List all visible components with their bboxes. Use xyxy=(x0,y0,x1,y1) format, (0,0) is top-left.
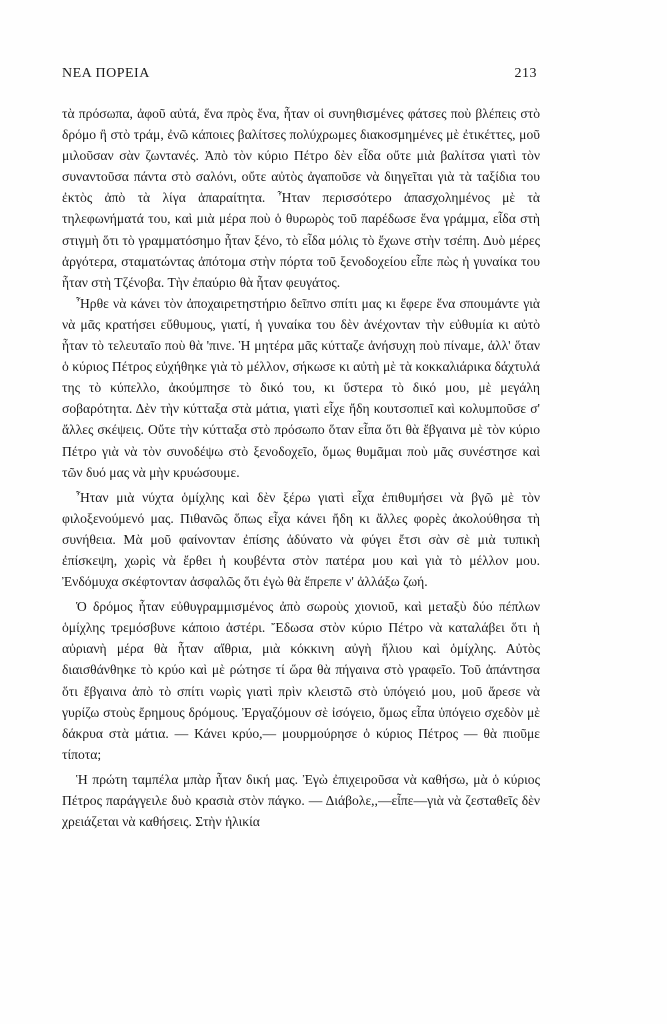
paragraph-4: Ὁ δρόμος ἦταν εὐθυγραμμισμένος ἀπὸ σωροὺς χιονιοῦ, καὶ μεταξὺ δύο πέπλων ὁμίχλης τρεμόσβυνε κάποιο ἀστέρι. Ἔδωσα στὸν κύριο Πέτρο νὰ καταλάβει ὅτι ἡ αὐριανὴ μέρα θὰ ἦταν αἴθρια, μιὰ κόκκινη αὐγὴ ἥλιου καὶ ὁμίχλης. Αὐτὸς διαισθάνθηκε τὸ κρύο καὶ μὲ ρώτησε τί ὥρα θὰ πήγαινα στὸ γραφεῖο. Τοῦ ἀπάντησα ὅτι ἔβγαινα ἀπὸ τὸ σπίτι νωρὶς γιατὶ πρὶν κλειστῶ στὸ ὑπόγειό μου, μοῦ ἄρεσε νὰ γυρίζω στοὺς ἔρημους δρόμους. Ἐργαζόμουν σὲ ἰσόγειο, ὅμως εἶπα ὑπόγειο σχεδὸν μὲ δάκρυα στὰ μάτια. — Κάνει κρύο,— μουρμούρησε ὁ κύριος Πέτρος — θὰ πιοῦμε τίποτα; xyxy=(62,599,540,762)
page-header xyxy=(62,66,537,86)
page-number: 213 xyxy=(514,66,537,81)
paragraph-1: τὰ πρόσωπα, ἀφοῦ αὐτά, ἕνα πρὸς ἕνα, ἦταν οἱ συνηθισμένες φάτσες ποὺ βλέπεις στὸ δρόμο ἢ στὸ τράμ, ἐνῶ κάποιες βαλίτσες πολύχρωμες διακοσμημένες μὲ ἐτικέττες, μοῦ μιλοῦσαν σὰν ζωντανές. Ἀπὸ τὸν κύριο Πέτρο δὲν εἶδα οὔτε μιὰ βαλίτσα γιατὶ τὸν συναντοῦσα πάντα στὸ σαλόνι, οὔτε αὐτὸς ἀγαποῦσε νὰ διηγεῖται γιὰ τὰ ταξίδια του ἐκτὸς ἀπὸ τὰ λίγα ἀπαραίτητα. Ἦταν περισσότερο ἀπασχολημένος μὲ τὰ τηλεφωνήματά του, καὶ μιὰ μέρα ποὺ ὁ θυρωρὸς τοῦ παρέδωσε ἕνα γράμμα, εἶδα στὴ στιγμὴ ὅτι τὸ γραμματόσημο ἦταν ξένο, τὸ εἶδα μόλις τὸ ἔχωνε στὴν τσέπη. Δυὸ μέρες ἀργότερα, σταματώντας ἀπότομα στὴν πόρτα τοῦ ξενοδοχείου εἶπε πὼς ἡ γυναίκα του ἦταν στὴ Τζένοβα. Τὴν ἐπαύριο θὰ ἦταν φευγάτος. xyxy=(62,106,540,290)
body-text xyxy=(62,103,540,832)
running-head: ΝΕΑ ΠΟΡΕΙΑ xyxy=(62,66,150,81)
paragraph-2: Ἦρθε νὰ κάνει τὸν ἀποχαιρετηστήριο δεῖπνο σπίτι μας κι ἔφερε ἕνα σπουμάντε γιὰ νὰ μᾶς κρατήσει εὔθυμους, γιατί, ἡ γυναίκα του δὲν ἀνέχονταν τὴν εὐθυμία κι αὐτὸ ἦταν τὸ τελευταῖο ποὺ θὰ 'πινε. Ἡ μητέρα μᾶς κύτταζε ἀνήσυχη ποὺ πίναμε, ἀλλ' ὅταν ὁ κύριος Πέτρος εὐχήθηκε γιὰ τὸ μέλλον, σήκωσε κι αὐτὴ μὲ τὰ κοκκαλιάρικα δάχτυλά της τὸ κύπελλο, ἀκούμπησε τὸ δικό του, κι ὕστερα τὸ δικό μου, μὲ μεγάλη σοβαρότητα. Δὲν τὴν κύτταξα στὰ μάτια, γιατὶ εἶχε ἤδη κουτσοπιεῖ καὶ κολυμποῦσε σ' ἄλλες σκέψεις. Οὔτε τὴν κύτταξα στὸ πρόσωπο ὅταν εἶπα ὅτι θὰ ἔβγαινα μὲ τὸν κύριο Πέτρο γιὰ νὰ τὸν συνοδέψω στὸ ξενοδοχεῖο, ὅμως θυμᾶμαι ποὺ μᾶς συνέστησε καὶ τῶν δυό μας νὰ μὴν κρυώσουμε. xyxy=(62,295,540,480)
paragraph-5: Ἡ πρώτη ταμπέλα μπὰρ ἦταν δική μας. Ἐγὼ ἐπιχειροῦσα νὰ καθήσω, μὰ ὁ κύριος Πέτρος παράγγειλε δυὸ κρασιὰ στὸν πάγκο. — Διάβολε,,—εἶπε—γιὰ νὰ ζεσταθεῖς δὲν χρειάζεται νὰ καθήσεις. Στὴν ἡλικία xyxy=(62,771,540,830)
paragraph-3: Ἦταν μιὰ νύχτα ὁμίχλης καὶ δὲν ξέρω γιατὶ εἶχα ἐπιθυμήσει νὰ βγῶ μὲ τὸν φιλοξενούμενό μας. Πιθανῶς ὅπως εἶχα κάνει ἤδη κι ἄλλες φορὲς ἀκολούθησα τὴ συνήθεια. Μὰ μοῦ φαίνονταν ἐπίσης ἀδύνατο νὰ φύγει ἔτσι σὰν σὲ μιὰ τυπικὴ ἐπίσκεψη, χωρὶς νὰ ἔρθει ἡ κουβέντα στὸν πατέρα μου καὶ γιὰ τὸ μέλλον μου. Ἐνδόμυχα σκέφτονταν ἀσφαλῶς ὅτι ἐγὼ θὰ ἔπρεπε ν' ἀλλάξω ζωή. xyxy=(62,489,540,590)
